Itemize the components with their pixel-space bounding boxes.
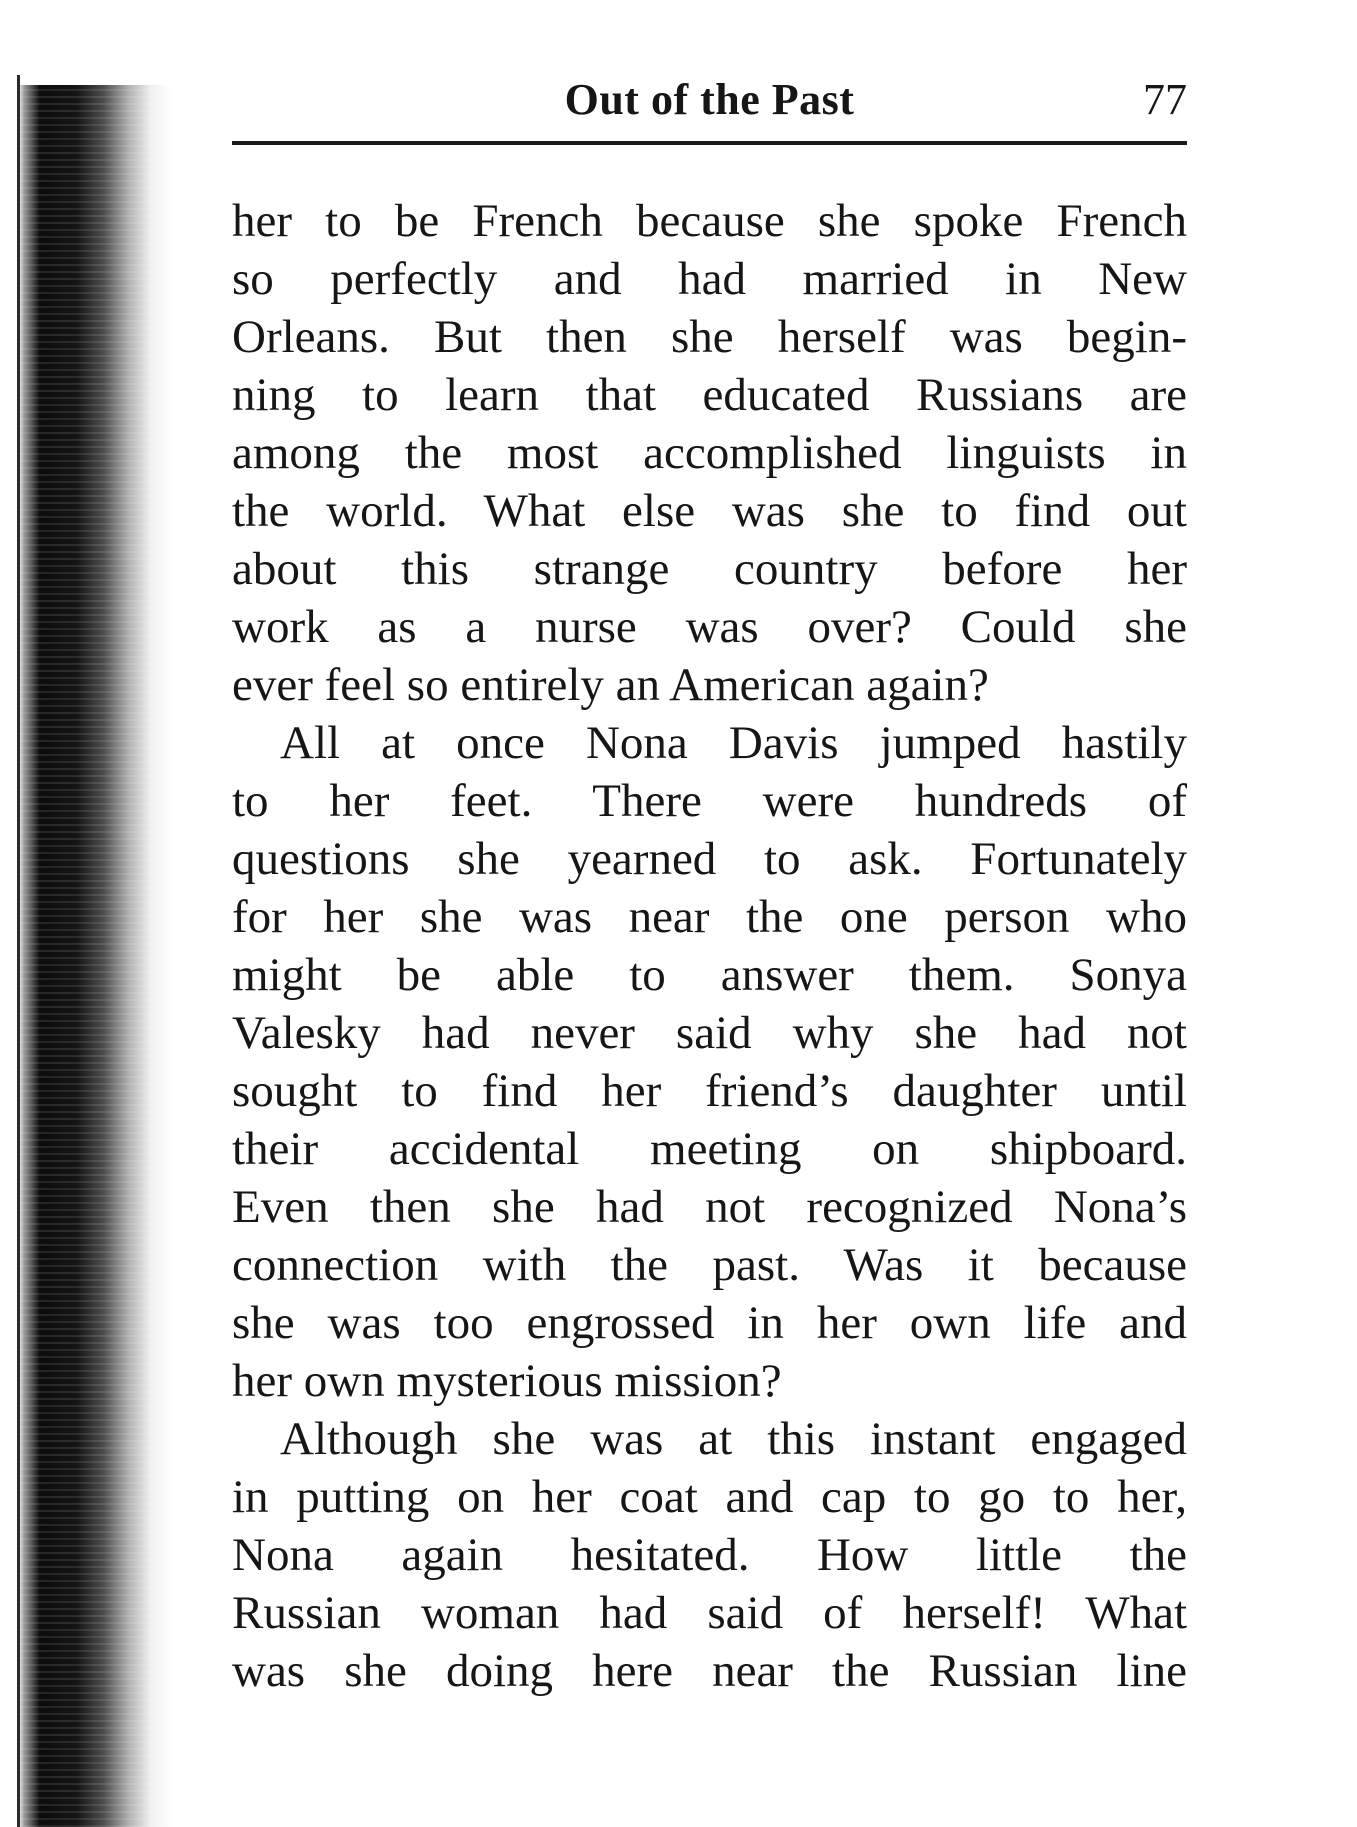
text-line: Orleans. But then she herself was begin- [232,311,1187,363]
text-line: ning to learn that educated Russians are [232,369,1187,421]
text-line: Even then she had not recognized Nona’s [232,1181,1187,1233]
text-line: about this strange country before her [232,543,1187,595]
text-line: the world. What else was she to find out [232,485,1187,537]
text-line: Nona again hesitated. How little the [232,1529,1187,1581]
text-line: among the most accomplished linguists in [232,427,1187,479]
text-line: to her feet. There were hundreds of [232,775,1187,827]
text-line: sought to find her friend’s daughter until [232,1065,1187,1117]
paragraph-first-line: All at once Nona Davis jumped hastily [280,717,1187,769]
text-line: Valesky had never said why she had not [232,1007,1187,1059]
paragraph-first-line: Although she was at this instant engaged [280,1413,1187,1465]
page-edge-line [17,75,20,1827]
text-line: she was too engrossed in her own life and [232,1297,1187,1349]
text-line: was she doing here near the Russian line [232,1645,1187,1697]
page-number: 77 [1143,75,1187,124]
text-line: ever feel so entirely an American again? [232,659,989,711]
text-line: her to be French because she spoke French [232,195,1187,247]
binding-shadow [18,85,173,1827]
text-line: in putting on her coat and cap to go to her, [232,1471,1187,1523]
text-line: work as a nurse was over? Could she [232,601,1187,653]
running-title: Out of the Past [564,75,855,124]
text-line: their accidental meeting on shipboard. [232,1123,1187,1175]
text-line: so perfectly and had married in New [232,253,1187,305]
text-line: might be able to answer them. Sonya [232,949,1187,1001]
running-header [232,72,1187,128]
text-line: questions she yearned to ask. Fortunately [232,833,1187,885]
text-line: her own mysterious mission? [232,1355,782,1407]
text-line: connection with the past. Was it because [232,1239,1187,1291]
text-line: Russian woman had said of herself! What [232,1587,1187,1639]
header-rule [232,141,1187,145]
body-text [232,192,1187,1700]
text-line: for her she was near the one person who [232,891,1187,943]
